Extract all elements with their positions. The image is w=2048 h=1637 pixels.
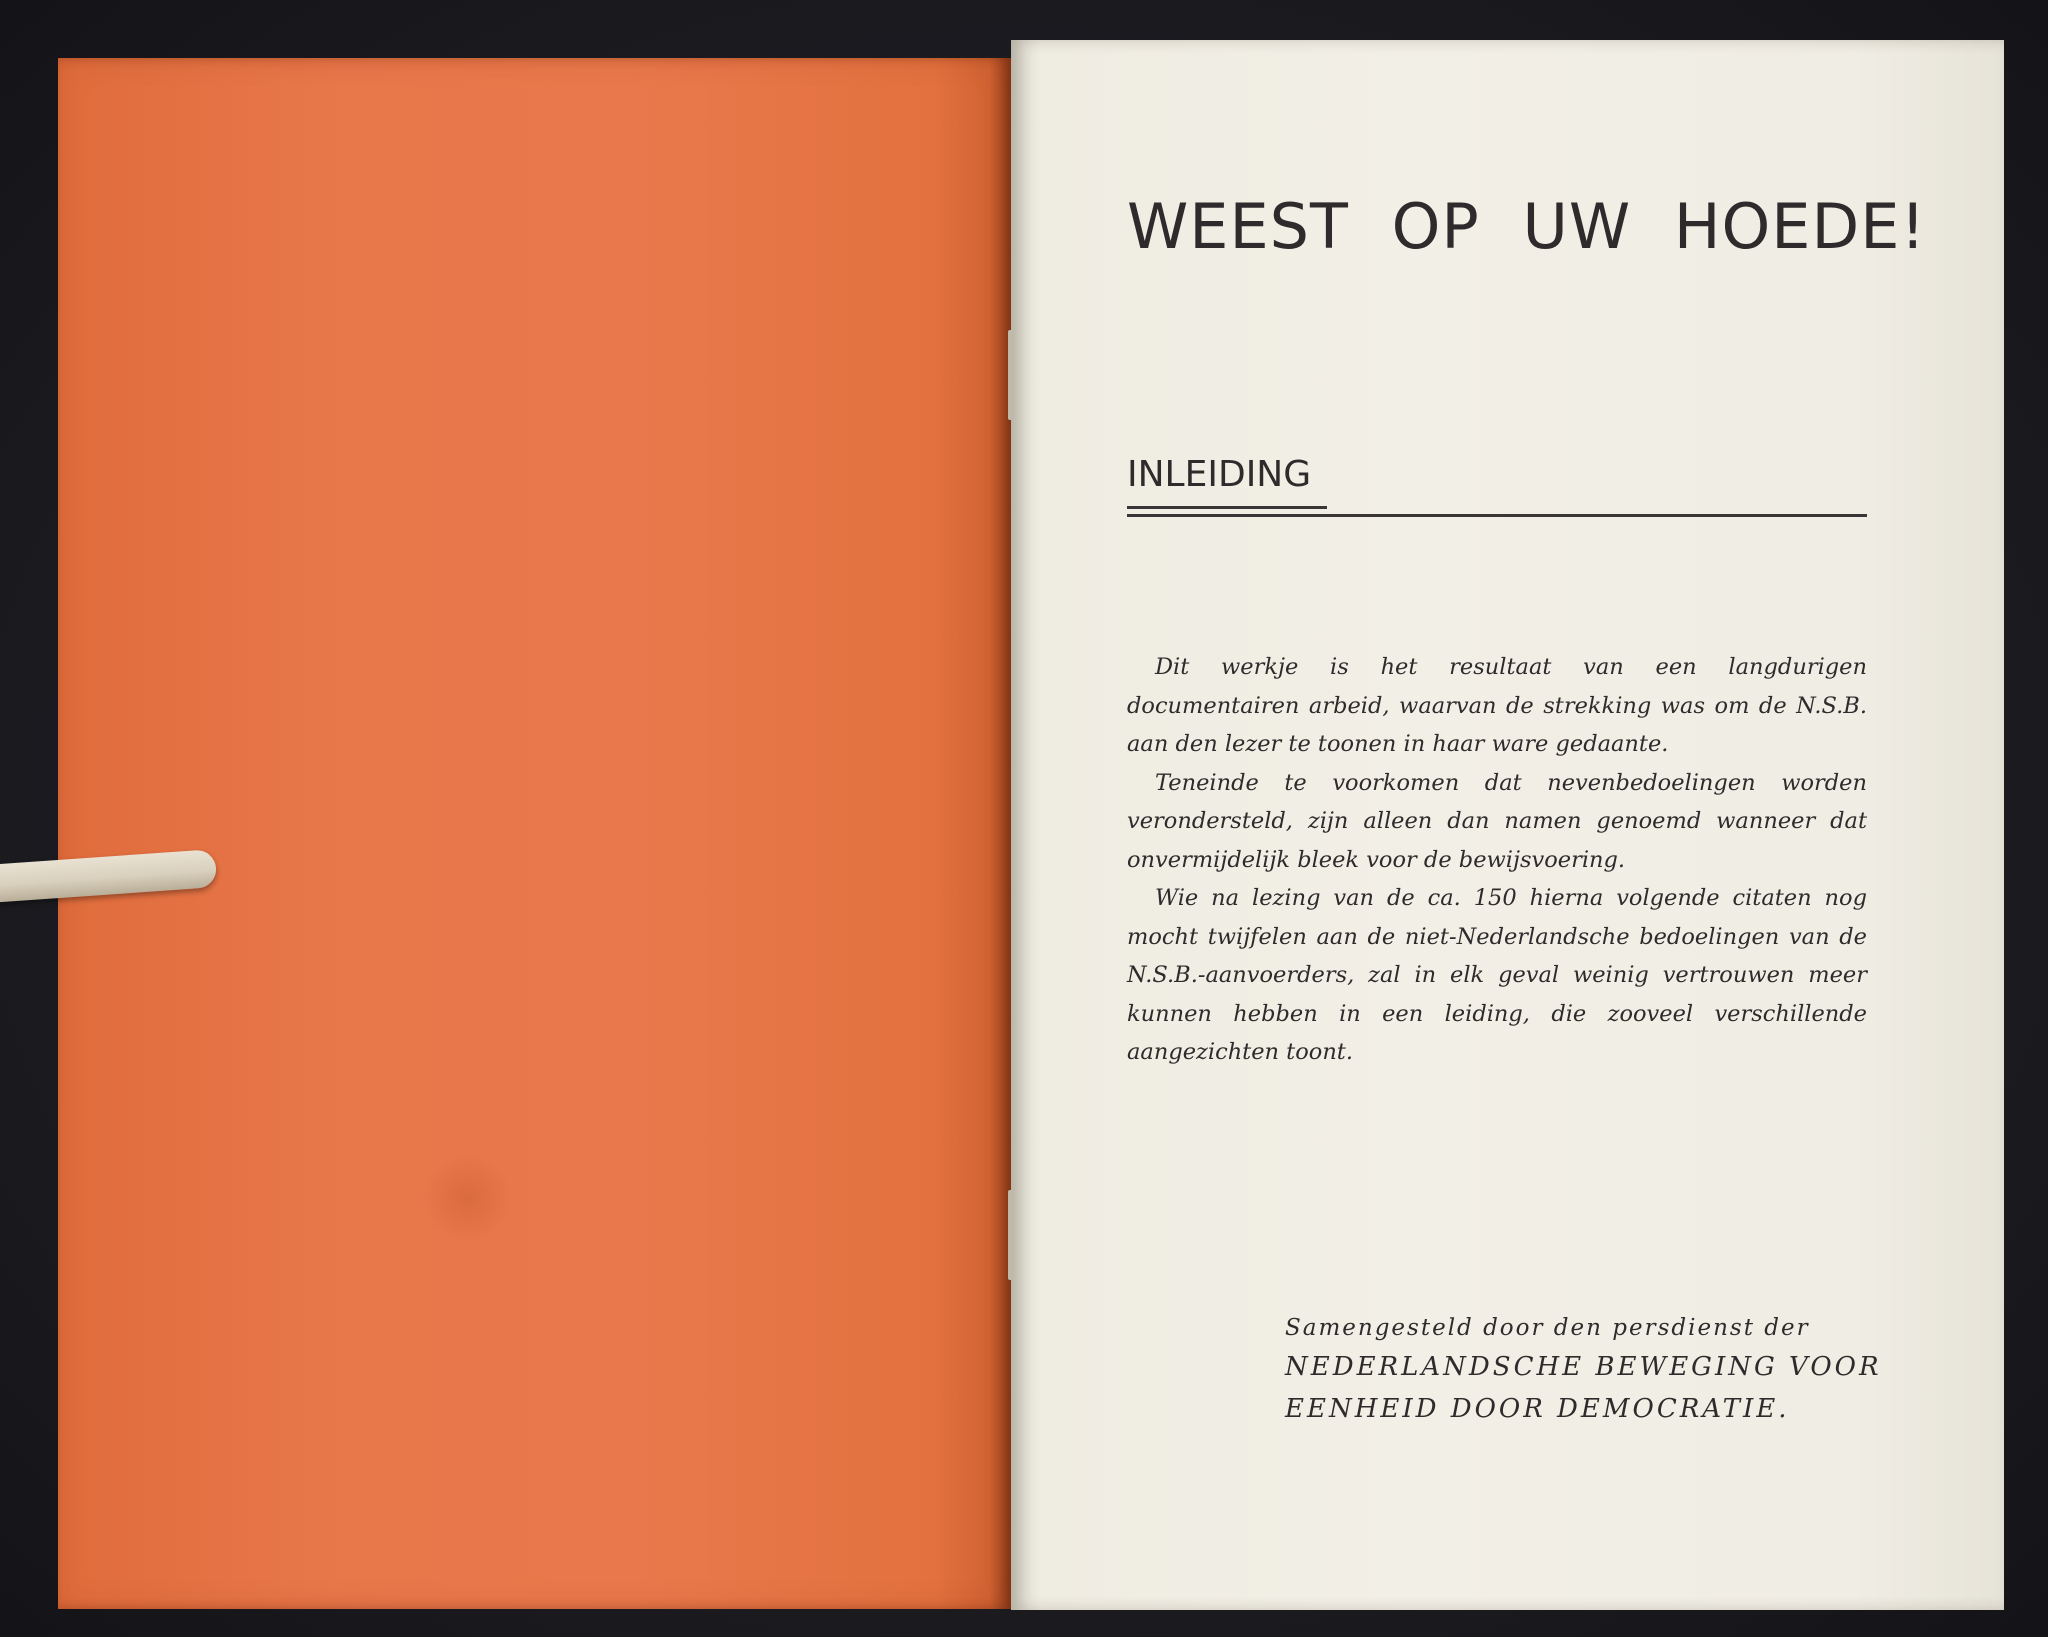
section-heading: INLEIDING <box>1127 454 1312 495</box>
spine-shadow <box>989 58 1011 1609</box>
heading-rule <box>1127 514 1867 517</box>
credit-line-organisation-cont: EENHEID DOOR DEMOCRATIE. <box>1285 1394 1790 1424</box>
page-title: WEEST OP UW HOEDE! <box>1127 190 1927 263</box>
title-page <box>1011 40 2004 1610</box>
introduction-text <box>1127 648 1867 1072</box>
intro-paragraph-3: Wie na lezing van de ca. 150 hierna volgende citaten nog mocht twijfelen aan de niet-Nederlandsche bedoelingen van de N.S.B.-aanvoerders, zal in elk geval weinig vertrouwen meer kunnen hebben in een leiding, die zooveel verschillende aangezichten toont. <box>1127 885 1867 1065</box>
publisher-credit <box>1285 1310 1882 1430</box>
credit-line-organisation: NEDERLANDSCHE BEWEGING VOOR <box>1285 1352 1882 1382</box>
binding-staple-bottom <box>1008 1190 1014 1280</box>
intro-paragraph-2: Teneinde te voorkomen dat nevenbedoelingen worden verondersteld, zijn alleen dan namen genoemd wanneer dat onvermijdelijk bleek voor de bewijsvoering. <box>1127 769 1867 873</box>
orange-inside-cover <box>58 58 1011 1609</box>
intro-paragraph-1: Dit werkje is het resultaat van een langdurigen documentairen arbeid, waarvan de strekking was om de N.S.B. aan den lezer te toonen in haar ware gedaante. <box>1127 654 1867 757</box>
binding-staple-top <box>1008 330 1014 420</box>
credit-line-compiled-by: Samengesteld door den persdienst der <box>1285 1315 1810 1341</box>
heading-underline <box>1127 506 1327 509</box>
